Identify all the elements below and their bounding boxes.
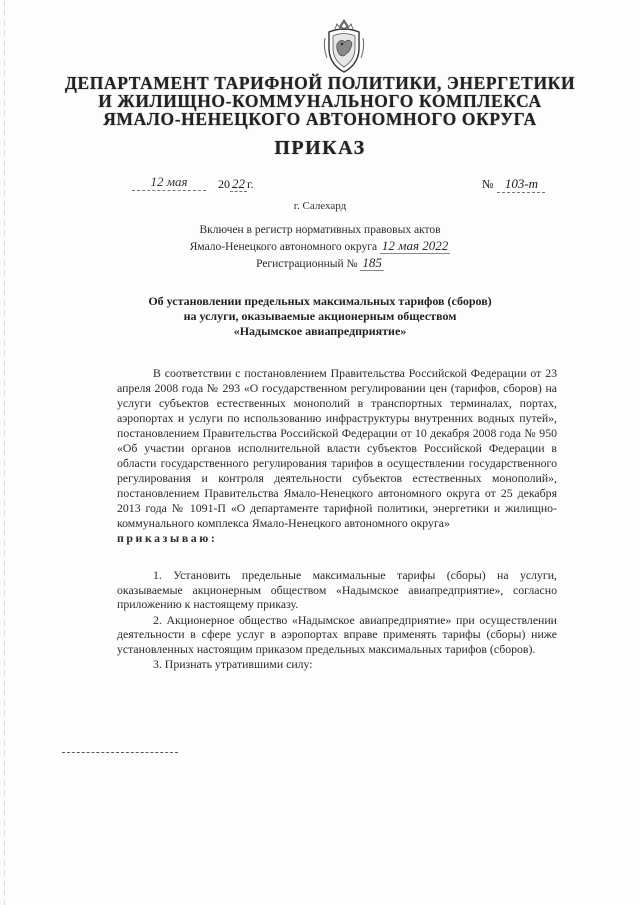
- registration-line-1: Включен в регистр нормативных правовых актов: [199, 224, 441, 236]
- city: г. Салехард: [293, 200, 347, 212]
- registration-date: 12 мая 2022: [381, 238, 449, 253]
- number-handwritten: 103-т: [497, 176, 545, 193]
- year-suffix: г.: [247, 177, 254, 191]
- registration-line-2: [170, 238, 470, 255]
- date-number-row: [132, 176, 552, 198]
- subject-line-1: Об установлении предельных максимальных тарифов (сборов): [148, 294, 492, 308]
- department-line-3: ЯМАЛО-НЕНЕЦКОГО АВТОНОМНОГО ОКРУГА: [103, 109, 537, 129]
- order-item-2: 2. Акционерное общество «Надымское авиапредприятие» при осуществлении деятельности в сфере услуг в аэропортах вправе применять тарифы (сборы) ниже установленных настоящим приказом предельных максимальных тарифов (сборов).: [117, 612, 557, 656]
- order-word: приказываю:: [117, 531, 218, 545]
- preamble: [117, 366, 557, 546]
- footnote-divider: [62, 752, 178, 753]
- subject-line-3: «Надымское авиапредприятие»: [233, 324, 407, 338]
- preamble-paragraph: В соответствии с постановлением Правительства Российской Федерации от 23 апреля 2008 года № 293 «О государственном регулировании цен (тарифов, сборов) на услуги субъектов естественных монополий в транспортных терминалах, портах, аэропортах и услуги по использованию инфраструктуры внутренних водных путей», постановлением Правительства Российской Федерации от 10 декабря 2008 года № 950 «Об участии органов исполнительной власти субъектов Российской Федерации в области государственного регулирования тарифов в осуществлении государственного регулирования и контроля деятельности субъектов естественных монополий», постановлением Правительства Ямало-Ненецкого автономного округа от 25 декабря 2013 года № 1091-П «О департаменте тарифной политики, энергетики и жилищно-коммунального комплекса Ямало-Ненецкого автономного округа»: [117, 366, 557, 530]
- document-subject: [120, 294, 520, 339]
- registration-number: 185: [362, 255, 382, 270]
- number-label: №: [482, 177, 494, 191]
- department-title: [0, 74, 640, 128]
- registration-stamp: [170, 222, 470, 272]
- year-prefix: 20: [218, 177, 230, 191]
- date-year: [218, 176, 254, 192]
- department-line-1: ДЕПАРТАМЕНТ ТАРИФНОЙ ПОЛИТИКИ, ЭНЕРГЕТИКИ: [64, 73, 576, 93]
- date-handwritten: 12 мая: [132, 174, 206, 191]
- document-type-title: ПРИКАЗ: [274, 137, 366, 159]
- subject-line-2: на услуги, оказываемые акционерным обществом: [183, 309, 457, 323]
- coat-of-arms-icon: [321, 18, 367, 74]
- registration-line-3: [170, 255, 470, 272]
- order-items: [117, 568, 557, 673]
- department-line-2: И ЖИЛИЩНО-КОММУНАЛЬНОГО КОМПЛЕКСА: [98, 91, 542, 111]
- order-number: [482, 176, 545, 193]
- registration-number-label: Регистрационный №: [256, 258, 358, 270]
- scan-edge: [4, 0, 5, 905]
- order-item-3: 3. Признать утратившими силу:: [153, 657, 313, 671]
- year-handwritten: 22: [232, 176, 245, 191]
- order-item-1: 1. Установить предельные максимальные тарифы (сборы) на услуги, оказываемые акционерным обществом «Надымское авиапредприятие», согласно приложению к настоящему приказу.: [117, 568, 557, 611]
- registration-region: Ямало-Ненецкого автономного округа: [189, 241, 378, 253]
